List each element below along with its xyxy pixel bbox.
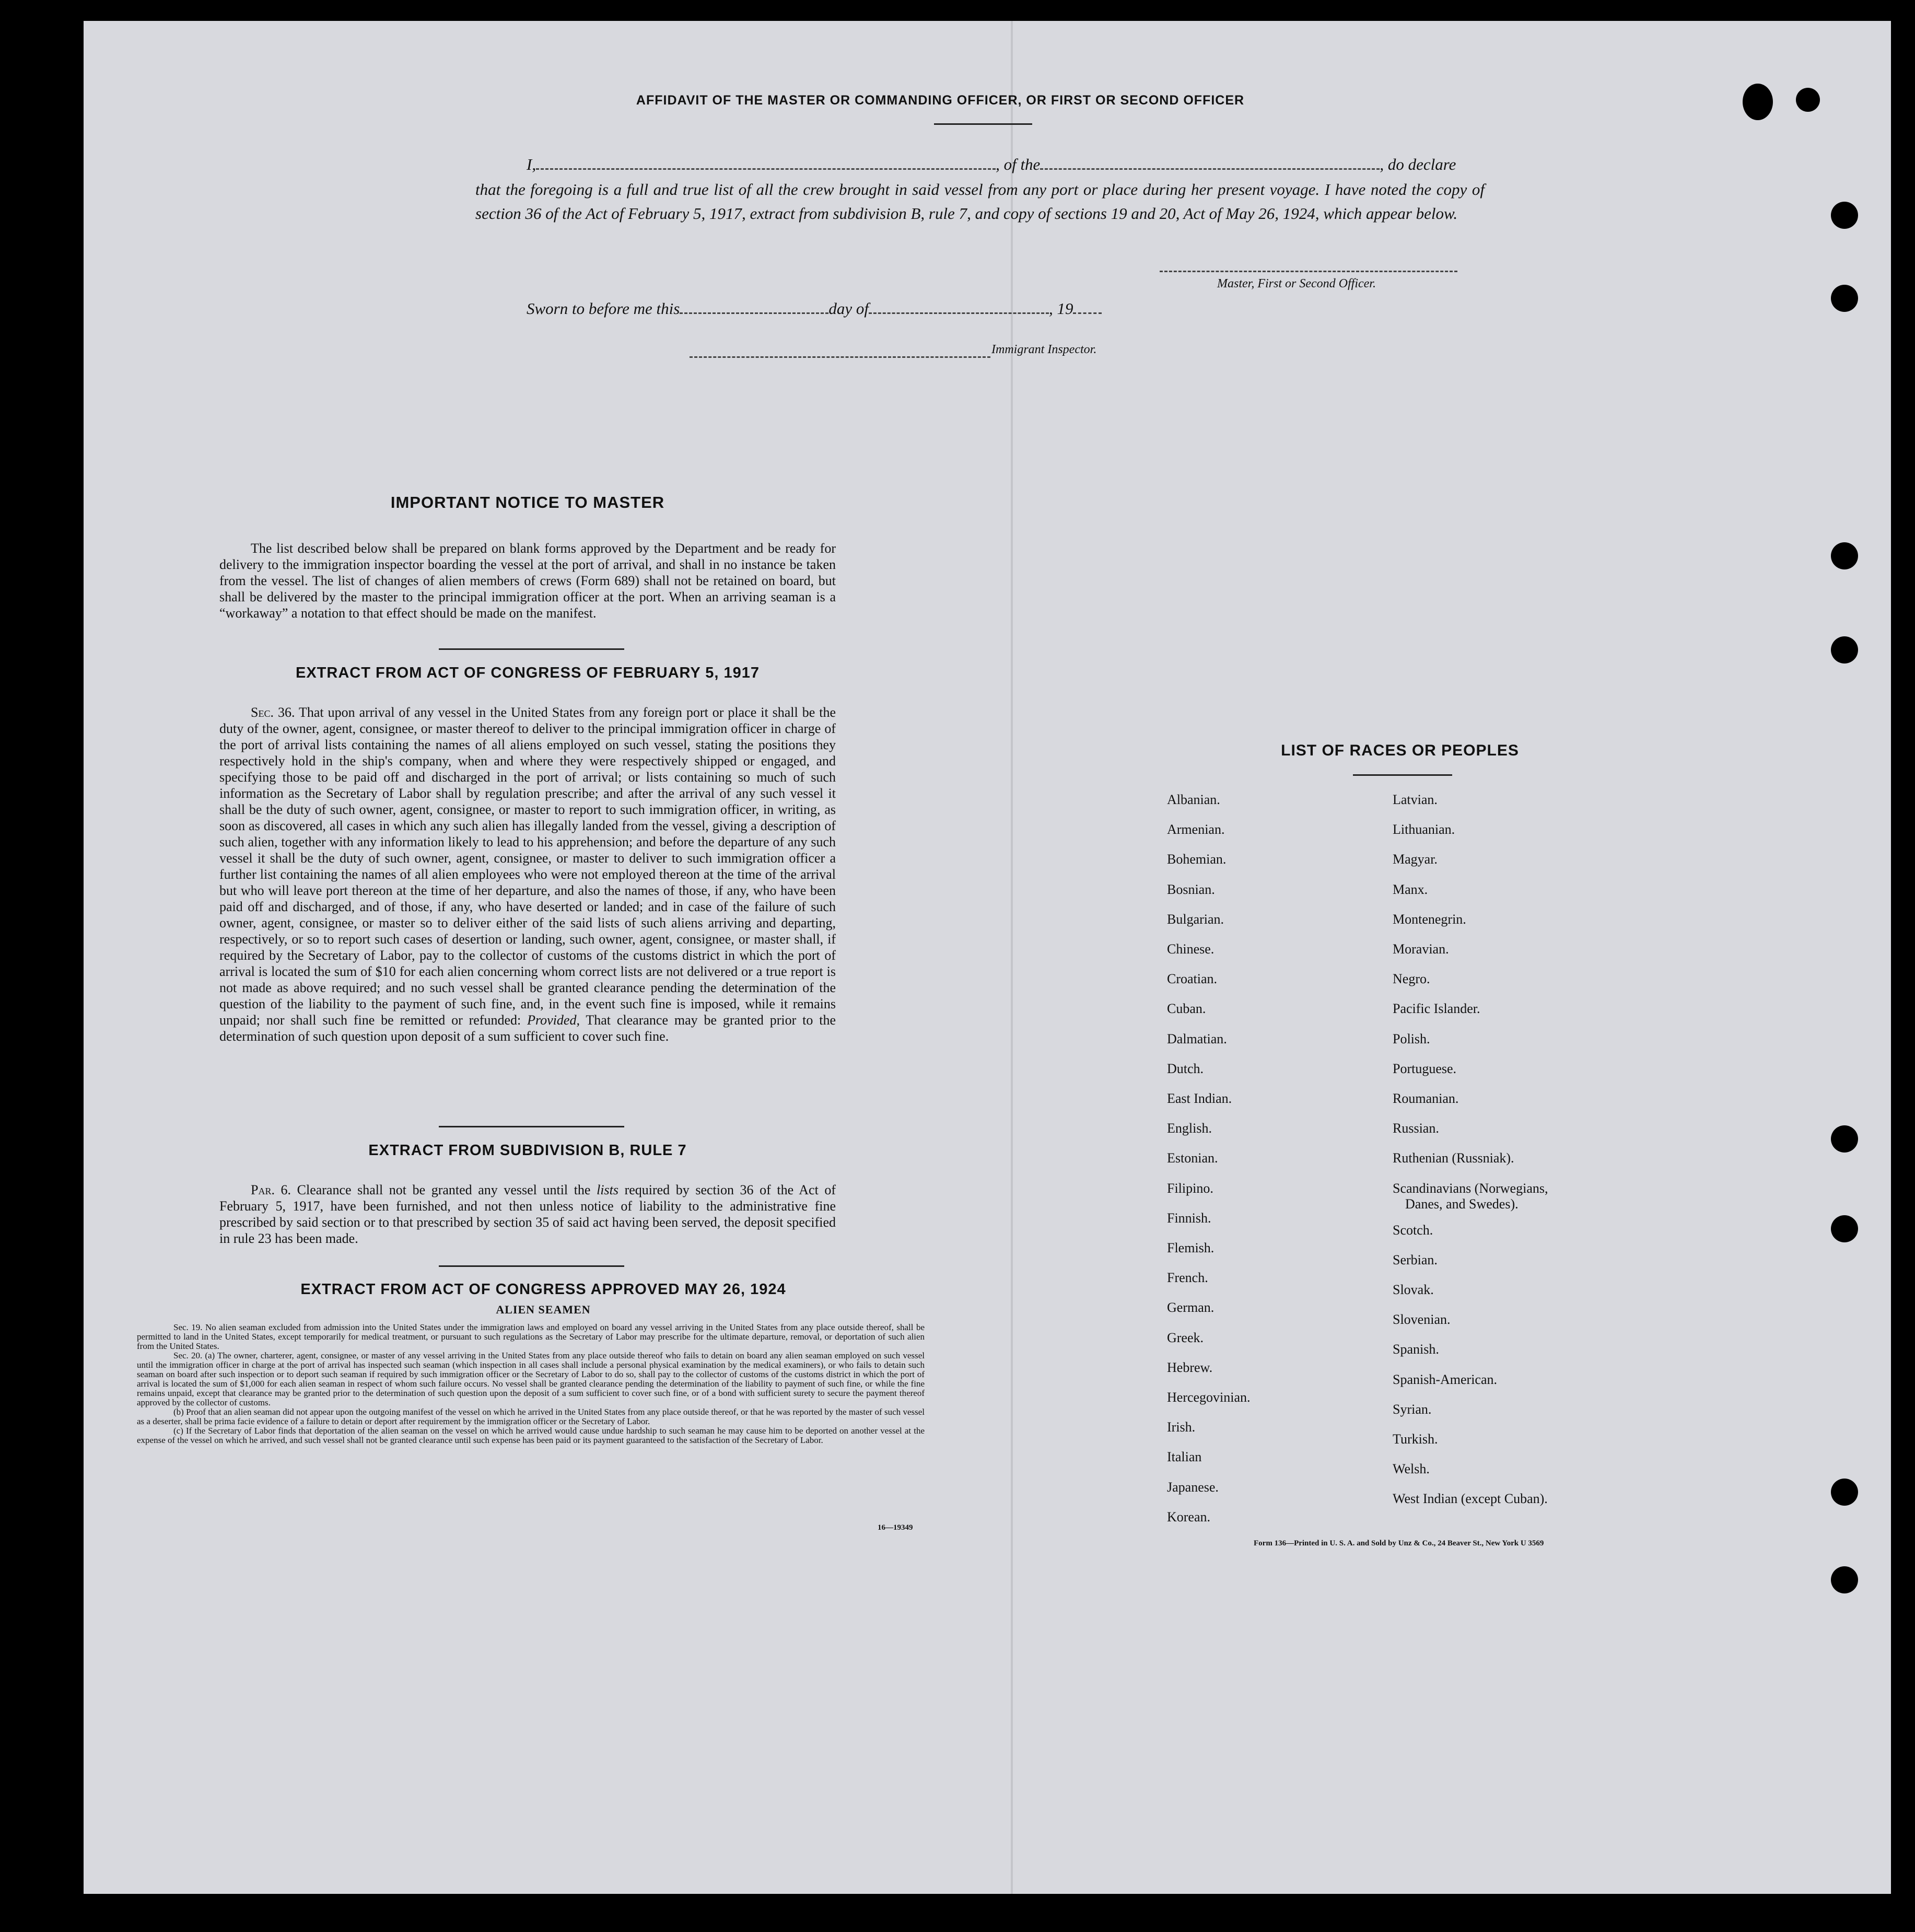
race-item: Spanish. — [1393, 1342, 1439, 1357]
binder-hole — [1743, 84, 1773, 120]
par-6-label: Par. 6. — [251, 1182, 291, 1197]
race-item: Bulgarian. — [1167, 911, 1224, 927]
race-item: Korean. — [1167, 1509, 1211, 1524]
form-code: 16—19349 — [878, 1523, 913, 1532]
provided-word: Provided, — [527, 1012, 580, 1028]
race-item: West Indian (except Cuban). — [1393, 1491, 1548, 1507]
race-item: Portuguese. — [1393, 1061, 1457, 1076]
race-item: Hercegovinian. — [1167, 1390, 1251, 1405]
divider — [439, 1265, 624, 1267]
signature-blank — [1160, 271, 1457, 272]
binder-hole — [1831, 202, 1858, 229]
affidavit-declaration-line — [527, 153, 1482, 177]
race-item: Croatian. — [1167, 971, 1218, 987]
binder-hole — [1831, 1566, 1858, 1593]
sworn-day-of: day of — [828, 299, 869, 318]
sworn-text: Sworn to before me this — [527, 299, 680, 318]
affidavit-do-declare: , do declare — [1380, 155, 1456, 173]
par-6-text: Clearance shall not be granted any vessel until the — [297, 1182, 591, 1197]
divider — [439, 1126, 624, 1127]
extract-1924-title: EXTRACT FROM ACT OF CONGRESS APPROVED MAY 26, 1924 — [300, 1281, 786, 1298]
race-item: Cuban. — [1167, 1001, 1206, 1017]
race-item: Spanish-American. — [1393, 1371, 1498, 1387]
lists-word: lists — [597, 1182, 618, 1197]
race-item: Irish. — [1167, 1419, 1196, 1435]
race-item: Hebrew. — [1167, 1359, 1213, 1375]
inspector-blank — [690, 356, 990, 358]
race-item: Welsh. — [1393, 1461, 1430, 1477]
race-item: Lithuanian. — [1393, 822, 1455, 837]
race-item: Armenian. — [1167, 822, 1225, 837]
race-item: Scandinavians (Norwegians, — [1393, 1180, 1548, 1196]
binder-hole — [1831, 1125, 1858, 1153]
race-item: Dutch. — [1167, 1061, 1204, 1076]
extract-1917-title: EXTRACT FROM ACT OF CONGRESS OF FEBRUARY 5, 1917 — [295, 665, 760, 681]
race-item: Estonian. — [1167, 1150, 1218, 1166]
sec-19-text: Sec. 19. No alien seaman excluded from admission into the United States under the immigration laws and employed on board any vessel arriving in the United States from any place outside thereof, shall be permitted to land in the United States, except temporarily for medical treatment, or pursuant to such regulations as the Secretary of Labor may prescribe for the ultimate departure, removal, or deportation of such alien from the United States. — [137, 1322, 925, 1351]
race-item: Japanese. — [1167, 1479, 1219, 1495]
vessel-blank — [1040, 168, 1380, 170]
race-item: Slovenian. — [1393, 1312, 1451, 1328]
divider — [934, 123, 1032, 125]
sec-20c-text: (c) If the Secretary of Labor finds that deportation of the alien seaman on the vessel on which he arrived would cause undue hardship to such seaman he may cause him to be deported on another vessel at the expense of the vessel on which he arrived, and such vessel shall not be granted clearance until such expense has been paid or its payment guaranteed to the satisfaction of the Secretary of Labor. — [137, 1426, 925, 1445]
extract-1917-body — [219, 704, 836, 1044]
binder-hole — [1831, 636, 1858, 664]
binder-hole — [1831, 1479, 1858, 1506]
race-item: Italian — [1167, 1449, 1202, 1465]
race-item: German. — [1167, 1300, 1215, 1316]
race-item: Turkish. — [1393, 1431, 1438, 1447]
sworn-year: , 19 — [1048, 299, 1073, 318]
race-item: Serbian. — [1393, 1252, 1438, 1267]
race-item: Danes, and Swedes). — [1405, 1196, 1519, 1212]
sec-20a-text: Sec. 20. (a) The owner, charterer, agent, consignee, or master of any vessel arriving in the United States from any place outside thereof who fails to detain on board any alien seaman employed on such vessel until the immigration officer in charge at the port of arrival has inspected such seaman (which inspection in all cases shall include a personal physical examination by the medical examiners), or who fails to detain such seaman on board after such inspection or to deport such seaman if required by such immigration officer or the Secretary of Labor to do so, shall pay to the collector of customs of the customs district in which the port of arrival is located the sum of $1,000 for each alien seaman in respect of whom such failure occurs. No vessel shall be granted clearance pending the determination of the liability to payment of such fine, or while the fine remains unpaid, except that clearance may be granted prior to the determination of such question upon the deposit of a sum sufficient to cover such fine, or of a bond with sufficient surety to secure the payment thereof approved by the collector of customs. — [137, 1351, 925, 1407]
notice-body: The list described below shall be prepared on blank forms approved by the Department and be ready for delivery to the immigration inspector boarding the vessel at the port of arrival, and shall in no instance be taken from the vessel. The list of changes of alien members of crews (Form 689) shall not be retained on board, but shall be delivered by the master to the principal immigration officer at the port. When an arriving seaman is a “workaway” a notation to that effect should be made on the manifest. — [219, 541, 836, 621]
race-item: Negro. — [1393, 971, 1430, 987]
race-item: Montenegrin. — [1393, 911, 1466, 927]
race-item: Bohemian. — [1167, 852, 1227, 867]
race-item: Greek. — [1167, 1330, 1204, 1345]
extract-rule7-title: EXTRACT FROM SUBDIVISION B, RULE 7 — [368, 1142, 687, 1159]
divider — [439, 648, 624, 650]
race-item: Syrian. — [1393, 1401, 1432, 1417]
affidavit-of-the: , of the — [996, 155, 1041, 173]
sec-36-label: Sec. 36. — [251, 705, 295, 720]
race-item: Roumanian. — [1393, 1091, 1459, 1106]
race-item: Dalmatian. — [1167, 1031, 1227, 1046]
race-item: Moravian. — [1393, 941, 1449, 957]
sworn-line — [527, 297, 1216, 321]
race-item: Finnish. — [1167, 1210, 1211, 1226]
binder-hole — [1831, 285, 1858, 312]
signature-label: Master, First or Second Officer. — [1217, 277, 1376, 290]
race-item: East Indian. — [1167, 1091, 1232, 1106]
race-item: Chinese. — [1167, 941, 1215, 957]
month-blank — [869, 312, 1049, 314]
race-item: Magyar. — [1393, 852, 1438, 867]
alien-seamen-subtitle: ALIEN SEAMEN — [496, 1303, 591, 1316]
par-6-text-end: required by section 36 of the Act of February 5, 1917, have been furnished, and not then unless notice of liability to the administrative fine prescribed by said section or to that prescribed by section 35 of said act having been served, the deposit specified in rule 23 has been made. — [219, 1182, 836, 1246]
binder-hole — [1796, 88, 1820, 112]
races-title: LIST OF RACES OR PEOPLES — [1281, 742, 1519, 759]
sec-36-text: That upon arrival of any vessel in the United States from any foreign port or place it shall be the duty of the owner, agent, consignee, or master thereof to deliver to the principal immigration officer in charge of the port of arrival lists containing the names of all aliens employed on such vessel, stating the positions they respectively hold in the ship's company, when and where they were respectively shipped or engaged, and specifying those to be paid off and discharged in the port of arrival; or lists containing so much of such information as the Secretary of Labor shall by regulation prescribe; and after the arrival of any such vessel it shall be the duty of such owner, agent, consignee, or master to report to such immigration officer, in writing, as soon as discovered, all cases in which any such alien has illegally landed from the vessel, giving a description of such alien, together with any information likely to lead to his apprehension; and before the departure of any such vessel it shall be the duty of such owner, agent, consignee, or master to deliver to such immigration officer a further list containing the names of all alien employees who were not employed thereon at the time of the arrival but who will leave port thereon at the time of her departure, and also the names of those, if any, who have been paid off and discharged, and of those, if any, who have deserted or landed; and in case of the failure of such owner, agent, consignee, or master so to deliver either of the said lists of such aliens arriving and departing, respectively, or so to report such cases of desertion or landing, such owner, agent, consignee, or master shall, if required by the Secretary of Labor, pay to the collector of customs of the customs district in which the port of arrival is located the sum of $10 for each alien concerning whom correct lists are not delivered or a true report is not made as above required; and no such vessel shall be granted clearance pending the determination of the question of the liability to the payment of such fine, and, in the event such fine is imposed, while it remains unpaid; nor shall such fine be remitted or refunded: — [219, 705, 836, 1028]
inspector-label: Immigrant Inspector. — [991, 343, 1097, 356]
affidavit-i: I, — [527, 155, 536, 173]
race-item: French. — [1167, 1270, 1208, 1286]
race-item: English. — [1167, 1121, 1212, 1136]
race-item: Russian. — [1393, 1121, 1439, 1136]
name-blank — [536, 168, 996, 170]
race-item: Albanian. — [1167, 792, 1220, 807]
extract-rule7-body — [219, 1182, 836, 1247]
day-blank — [680, 312, 828, 314]
race-item: Flemish. — [1167, 1240, 1215, 1255]
affidavit-title: AFFIDAVIT OF THE MASTER OR COMMANDING OFFICER, OR FIRST OR SECOND OFFICER — [636, 93, 1245, 108]
race-item: Slovak. — [1393, 1282, 1434, 1298]
race-item: Polish. — [1393, 1031, 1430, 1046]
race-item: Ruthenian (Russniak). — [1393, 1150, 1514, 1166]
divider — [1353, 774, 1452, 776]
printer-imprint: Form 136—Printed in U. S. A. and Sold by Unz & Co., 24 Beaver St., New York U 3569 — [1254, 1539, 1544, 1547]
race-item: Filipino. — [1167, 1180, 1213, 1196]
race-item: Manx. — [1393, 881, 1428, 897]
binder-hole — [1831, 542, 1858, 569]
race-item: Latvian. — [1393, 792, 1438, 807]
affidavit-body: that the foregoing is a full and true list of all the crew brought in said vessel from any port or place during her present voyage. I have noted the copy of section 36 of the Act of February 5, 1917, extract from subdivision B, rule 7, and copy of sections 19 and 20, Act of May 26, 1924, which appear below. — [475, 180, 1485, 223]
race-item: Pacific Islander. — [1393, 1001, 1480, 1017]
extract-1924-body — [137, 1323, 925, 1445]
sec-20b-text: (b) Proof that an alien seaman did not appear upon the outgoing manifest of the vessel on which he arrived in the United States from any place outside thereof, or that he was reported by the master of such vessel as a deserter, shall be prima facie evidence of a failure to detain or deport after requirement by the immigration officer or the Secretary of Labor. — [137, 1407, 925, 1426]
sec-36-text-end: That clearance may be granted prior to the determination of such question upon deposit of a sum sufficient to cover such fine. — [219, 1012, 836, 1044]
race-item: Scotch. — [1393, 1222, 1433, 1238]
binder-hole — [1831, 1215, 1858, 1242]
race-item: Bosnian. — [1167, 881, 1215, 897]
notice-title: IMPORTANT NOTICE TO MASTER — [390, 493, 665, 511]
year-blank — [1073, 312, 1102, 314]
